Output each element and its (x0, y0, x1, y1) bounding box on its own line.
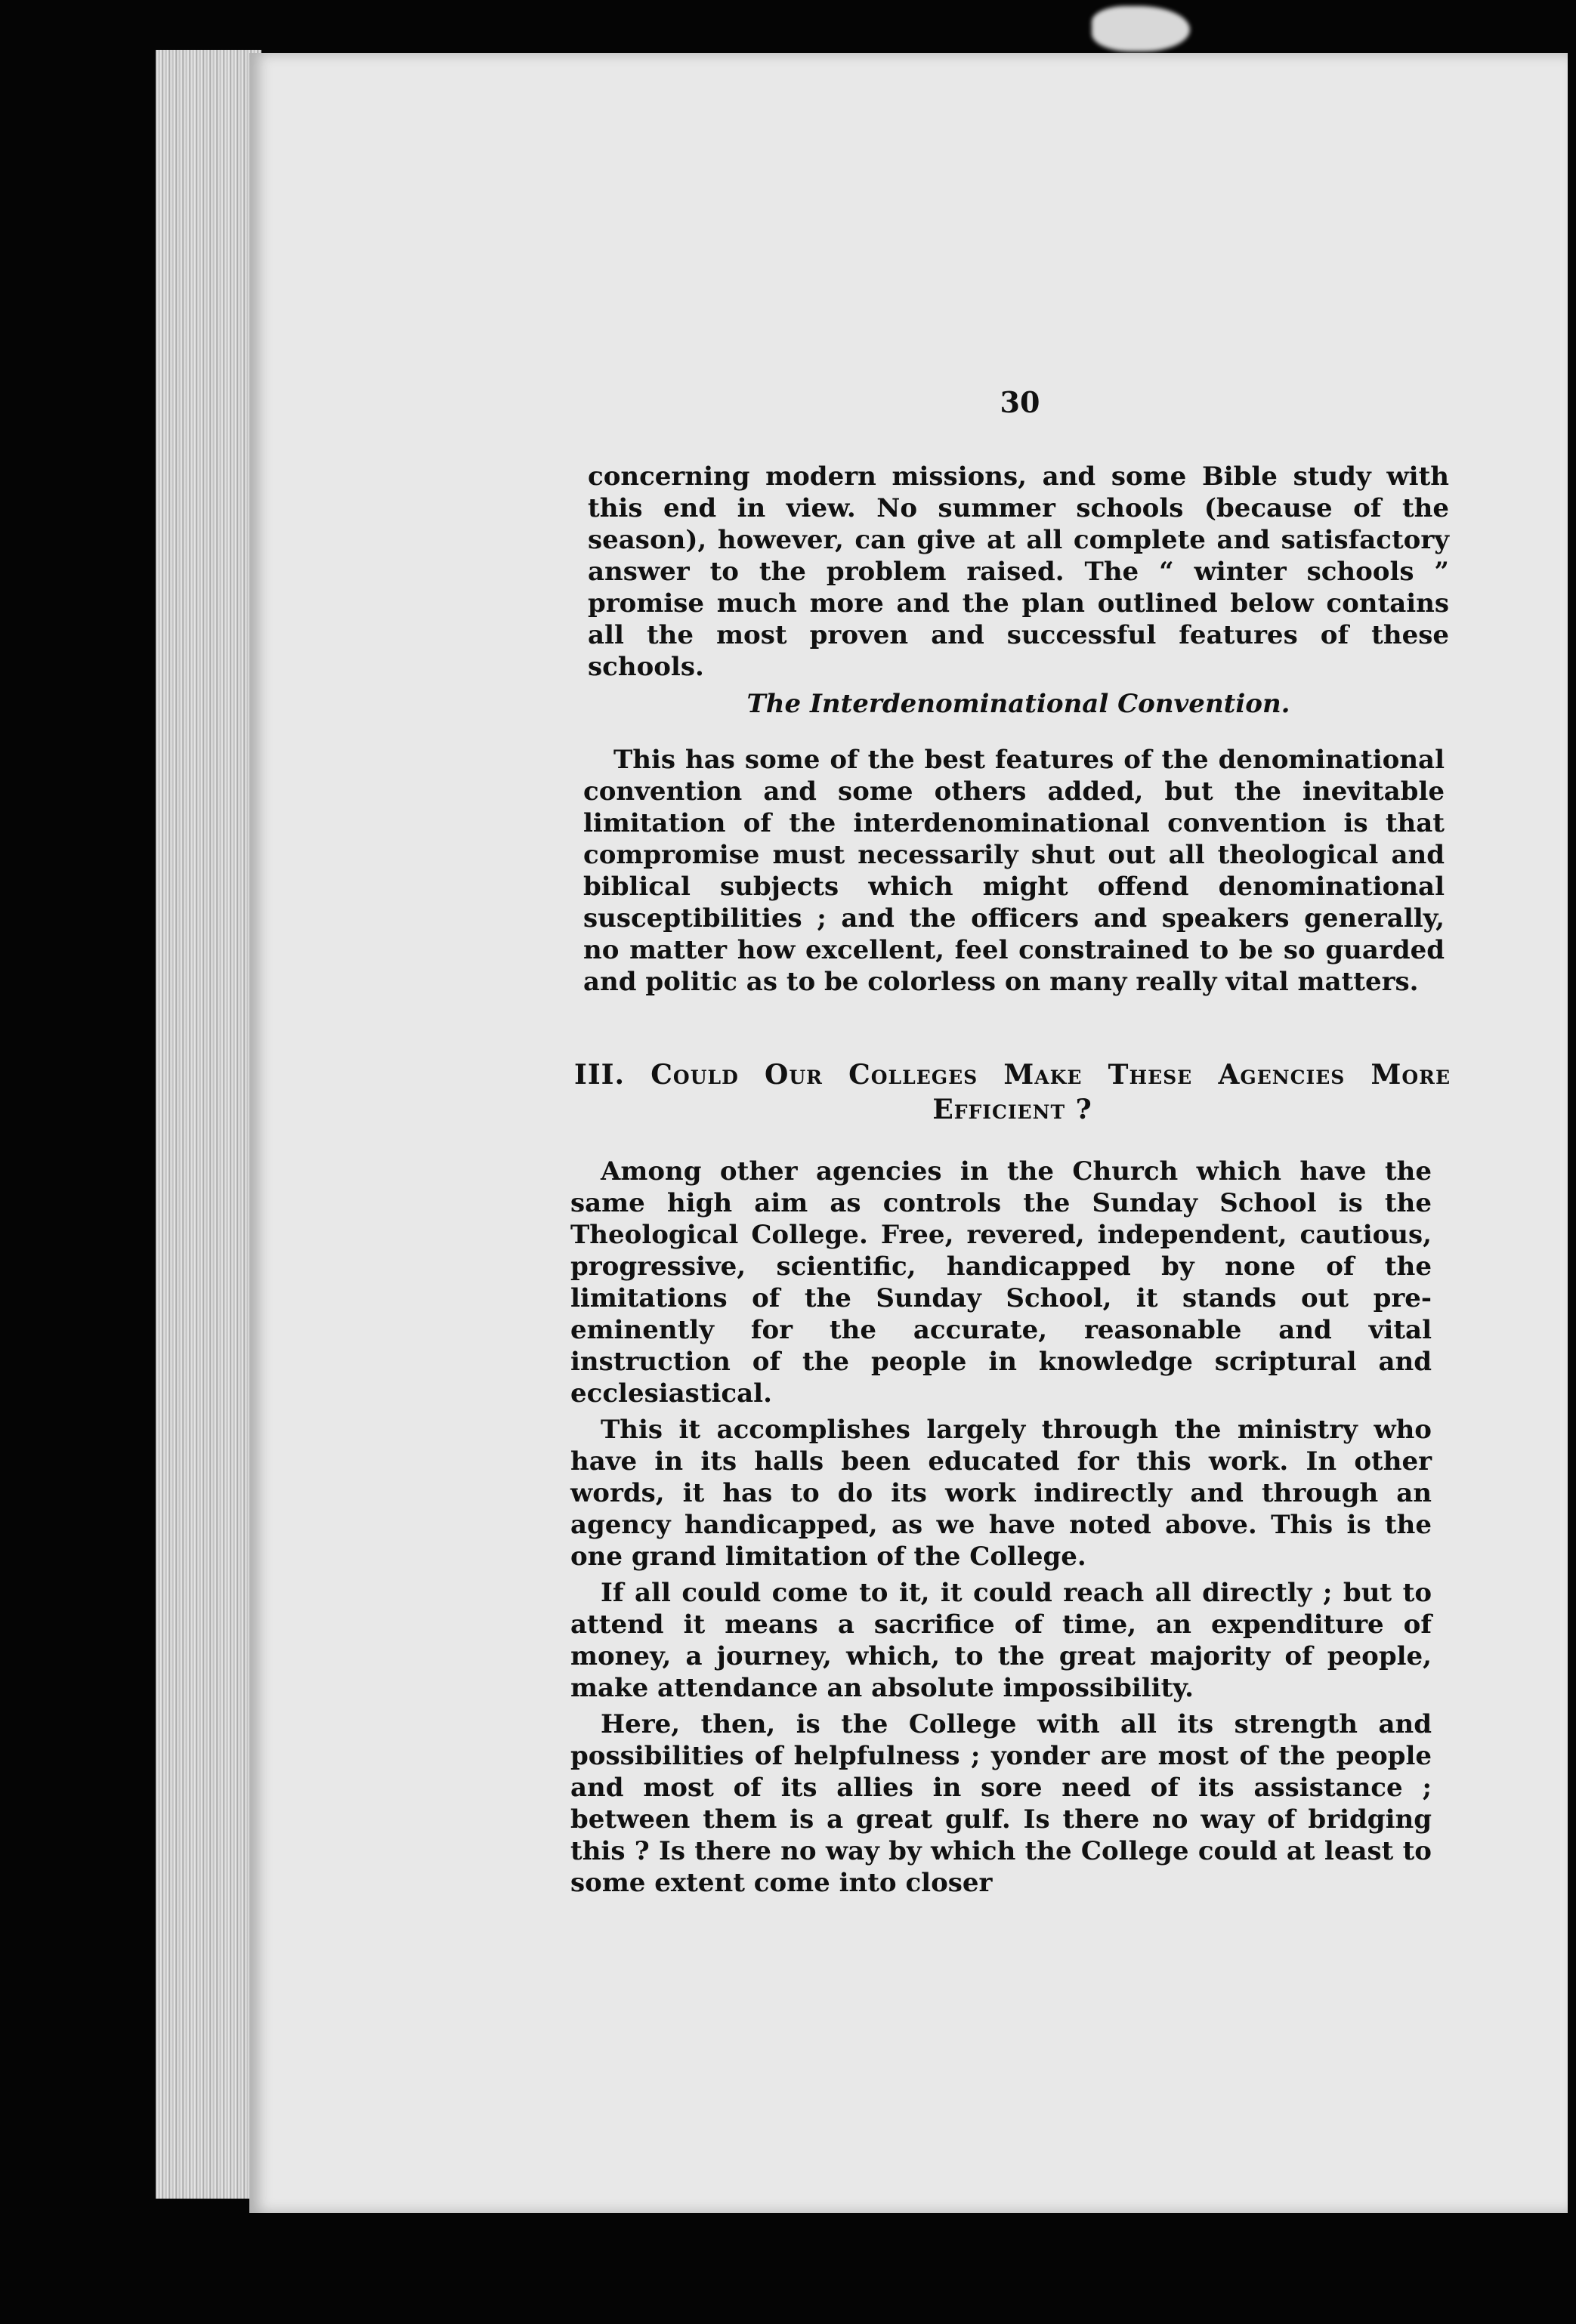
page-number: 30 (1000, 385, 1040, 419)
page-stack-edges (156, 50, 261, 2199)
opening-paragraph: concerning modern missions, and some Bible study with this end in view. No summer schools (because of the season), however, can give at all complete and satisfactory answer to the problem raised. The “ winter schools ” promise much more and the plan outlined below contains all the most proven and successful features of these schools. (588, 461, 1449, 682)
section-heading (574, 1057, 1451, 1127)
scan-artifact (1092, 6, 1190, 51)
opening-paragraph-block (588, 461, 1449, 687)
subheading: The Interdenominational Convention. (746, 689, 1290, 719)
section-paragraph: Here, then, is the College with all its strength and possibilities of helpfulness ; yonder are most of the people and most of its allies in sore need of its assistance ; between them is a great gulf. Is there no way of bridging this ? Is there no way by which the College could at least to some extent come into closer (570, 1709, 1432, 1898)
section-paragraph: Among other agencies in the Church which have the same high aim as controls the Sunday School is the Theological College. Free, revered, independent, cautious, progressive, scientific, handicapped by none of the limitations of the Sunday School, it stands out pre-eminently for the accurate, reasonable and vital instruction of the people in knowledge scriptural and ecclesiastical. (570, 1156, 1432, 1409)
convention-paragraph-block (583, 744, 1445, 1002)
section-paragraph: This it accomplishes largely through the ministry who have in its halls been educated for this work. In other words, it has to do its work indirectly and through an agency handicapped, as we have noted above. This is the one grand limitation of the College. (570, 1415, 1432, 1572)
section-heading-line2: Efficient ? (932, 1094, 1092, 1125)
section-heading-line1: III. Could Our Colleges Make These Agencies More (574, 1059, 1451, 1091)
section-paragraph: If all could come to it, it could reach all directly ; but to attend it means a sacrifice of time, an expenditure of money, a journey, which, to the great majority of people, make attendance an absolute impossibility. (570, 1578, 1432, 1703)
convention-paragraph: This has some of the best features of the denominational convention and some others added, but the inevitable limitation of the interdenominational convention is that compromise must necessarily shut out all theological and biblical subjects which might offend denominational susceptibilities ; and the officers and speakers generally, no matter how excellent, feel constrained to be so guarded and politic as to be colorless on many really vital matters. (583, 745, 1445, 997)
section-body (570, 1156, 1432, 1903)
